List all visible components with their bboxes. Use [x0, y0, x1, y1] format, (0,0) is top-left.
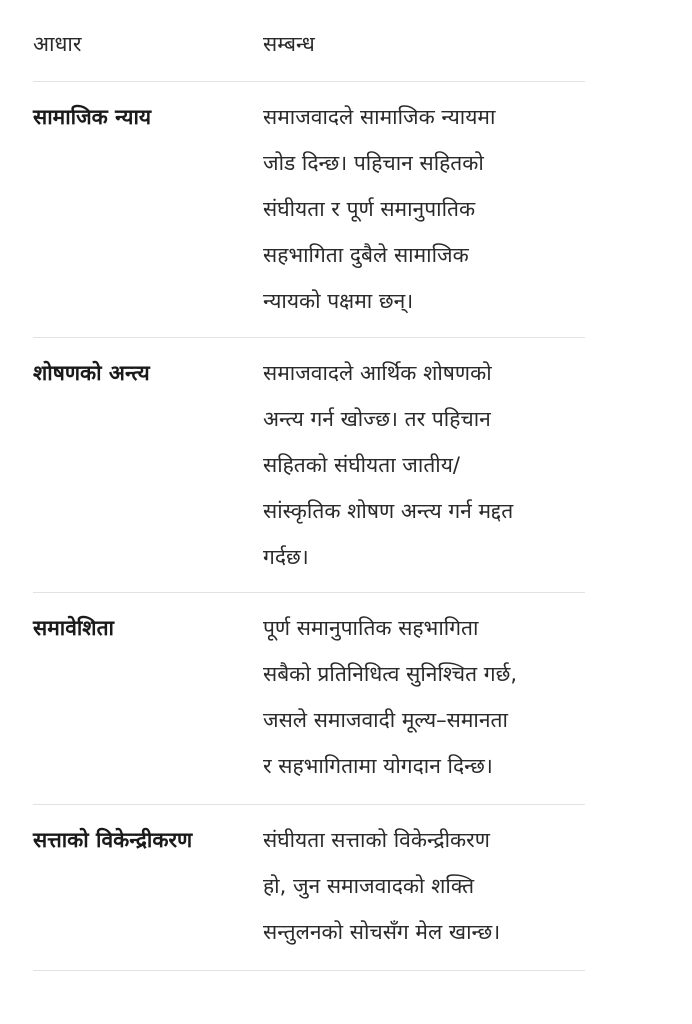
relation-line: संघीयता र पूर्ण समानुपातिक: [263, 197, 476, 221]
relation-line: जोड दिन्छ। पहिचान सहितको: [263, 151, 484, 175]
row-relation: [263, 805, 585, 970]
row-basis: शोषणको अन्त्य: [33, 361, 150, 385]
row-relation: [263, 82, 585, 337]
comparison-table: [33, 0, 585, 971]
relation-line: न्यायको पक्षमा छन्।: [263, 289, 414, 313]
relation-line: अन्त्य गर्न खोज्छ। तर पहिचान: [263, 407, 491, 431]
relation-line: समाजवादले आर्थिक शोषणको: [263, 361, 492, 385]
table-row: [33, 593, 585, 805]
row-basis: सत्ताको विकेन्द्रीकरण: [33, 828, 193, 852]
header-relation: सम्बन्ध: [263, 32, 315, 56]
relation-line: सहभागिता दुबैले सामाजिक: [263, 243, 469, 267]
row-basis: समावेशिता: [33, 616, 114, 640]
relation-line: गर्दछ।: [263, 545, 309, 569]
table-row: [33, 805, 585, 971]
relation-line: सन्तुलनको सोचसँग मेल खान्छ।: [263, 920, 501, 944]
table-row: [33, 82, 585, 338]
row-relation: [263, 593, 585, 804]
table-header-row: [33, 0, 585, 82]
relation-line: जसले समाजवादी मूल्य–समानता: [263, 708, 508, 732]
header-basis: आधार: [33, 32, 82, 56]
relation-line: सहितको संघीयता जातीय/: [263, 453, 460, 477]
row-relation: [263, 338, 585, 592]
row-basis: सामाजिक न्याय: [33, 105, 152, 129]
table-row: [33, 338, 585, 593]
relation-line: हो, जुन समाजवादको शक्ति: [263, 874, 475, 898]
relation-line: सांस्कृतिक शोषण अन्त्य गर्न मद्दत: [263, 499, 514, 523]
relation-line: र सहभागितामा योगदान दिन्छ।: [263, 754, 493, 778]
relation-line: समाजवादले सामाजिक न्यायमा: [263, 105, 496, 129]
relation-line: संघीयता सत्ताको विकेन्द्रीकरण: [263, 828, 490, 852]
relation-line: सबैको प्रतिनिधित्व सुनिश्चित गर्छ,: [263, 662, 518, 686]
relation-line: पूर्ण समानुपातिक सहभागिता: [263, 616, 479, 640]
